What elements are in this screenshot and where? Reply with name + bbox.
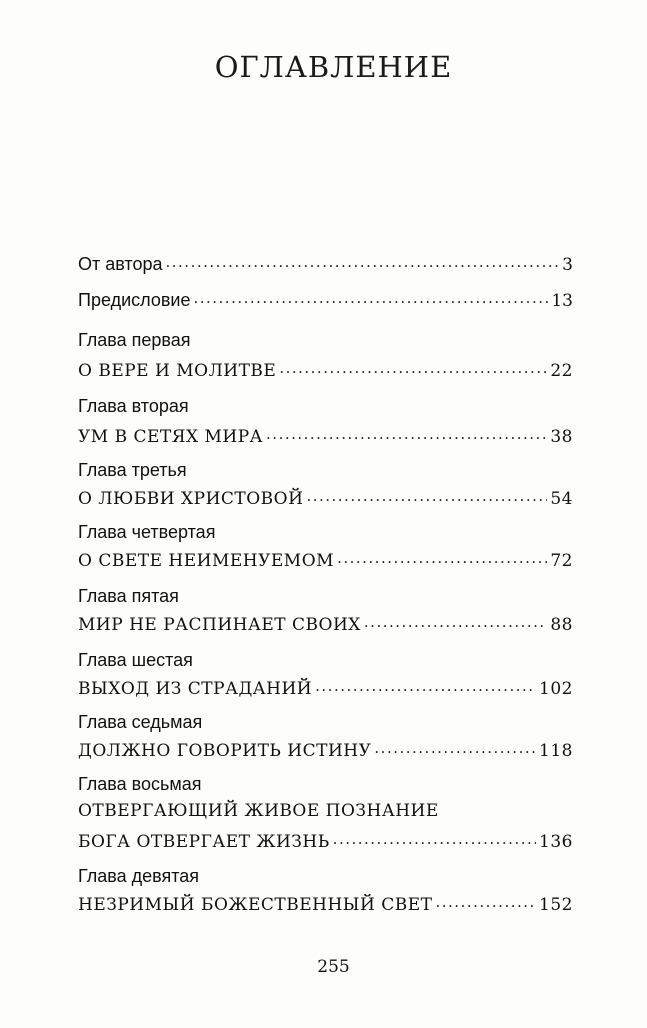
toc-entry-from-author <box>78 252 573 275</box>
chapter-title-line <box>78 801 573 821</box>
chapter-page: 118 <box>539 741 573 761</box>
chapter-heading: Глава восьмая <box>78 774 202 794</box>
chapter-title: НЕЗРИМЫЙ БОЖЕСТВЕННЫЙ СВЕТ <box>78 895 433 915</box>
chapter-title-row <box>78 893 573 915</box>
chapter-page: 88 <box>550 615 573 635</box>
chapter-title: О СВЕТЕ НЕИМЕНУЕМОМ <box>78 551 335 571</box>
chapter-title: О ВЕРЕ И МОЛИТВЕ <box>78 361 277 381</box>
chapter-title-row <box>78 549 573 571</box>
dot-leader <box>337 549 547 566</box>
chapter-title: УМ В СЕТЯХ МИРА <box>78 427 264 447</box>
toc-entry-label: Предисловие <box>78 290 191 310</box>
chapter-page: 152 <box>539 895 573 915</box>
chapter-heading: Глава девятая <box>78 866 200 886</box>
chapter-heading: Глава седьмая <box>78 712 203 732</box>
page-number: 255 <box>317 957 350 977</box>
chapter-page: 72 <box>550 551 573 571</box>
dot-leader <box>374 739 536 756</box>
dot-leader <box>306 487 547 504</box>
dot-leader <box>333 830 536 847</box>
toc-entry-preface <box>78 288 573 311</box>
chapter-title-row <box>78 487 573 509</box>
toc-entry-page: 13 <box>551 291 573 311</box>
chapter-title: МИР НЕ РАСПИНАЕТ СВОИХ <box>78 615 361 635</box>
dot-leader <box>193 288 548 306</box>
dot-leader <box>266 425 547 442</box>
dot-leader <box>364 613 547 630</box>
dot-leader <box>279 359 547 376</box>
chapter-heading: Глава четвертая <box>78 522 216 542</box>
chapter-title-row <box>78 425 573 447</box>
chapter-heading: Глава вторая <box>78 396 189 416</box>
chapter-title-row <box>78 613 573 635</box>
dot-leader <box>166 252 560 270</box>
chapter-page: 38 <box>550 427 573 447</box>
chapter-page: 102 <box>539 679 573 699</box>
chapter-title-row <box>78 739 573 761</box>
chapter-heading: Глава третья <box>78 460 187 480</box>
toc-entry-page: 3 <box>562 255 573 275</box>
chapter-title: БОГА ОТВЕРГАЕТ ЖИЗНЬ <box>78 832 330 852</box>
chapter-title-row <box>78 830 573 852</box>
chapter-heading: Глава первая <box>78 330 191 350</box>
chapter-page: 22 <box>550 361 573 381</box>
toc-entry-label: От автора <box>78 254 163 274</box>
dot-leader <box>436 893 537 910</box>
chapter-title-row <box>78 359 573 381</box>
chapter-title: ДОЛЖНО ГОВОРИТЬ ИСТИНУ <box>78 741 372 761</box>
chapter-title-row <box>78 677 573 699</box>
chapter-page: 136 <box>539 832 573 852</box>
chapter-title: ВЫХОД ИЗ СТРАДАНИЙ <box>78 679 313 699</box>
dot-leader <box>315 677 536 694</box>
chapter-heading: Глава шестая <box>78 650 193 670</box>
chapter-title: О ЛЮБВИ ХРИСТОВОЙ <box>78 489 304 509</box>
chapter-heading: Глава пятая <box>78 586 179 606</box>
chapter-title: ОТВЕРГАЮЩИЙ ЖИВОЕ ПОЗНАНИЕ <box>78 801 439 821</box>
page-title: ОГЛАВЛЕНИЕ <box>214 50 453 84</box>
chapter-page: 54 <box>550 489 573 509</box>
